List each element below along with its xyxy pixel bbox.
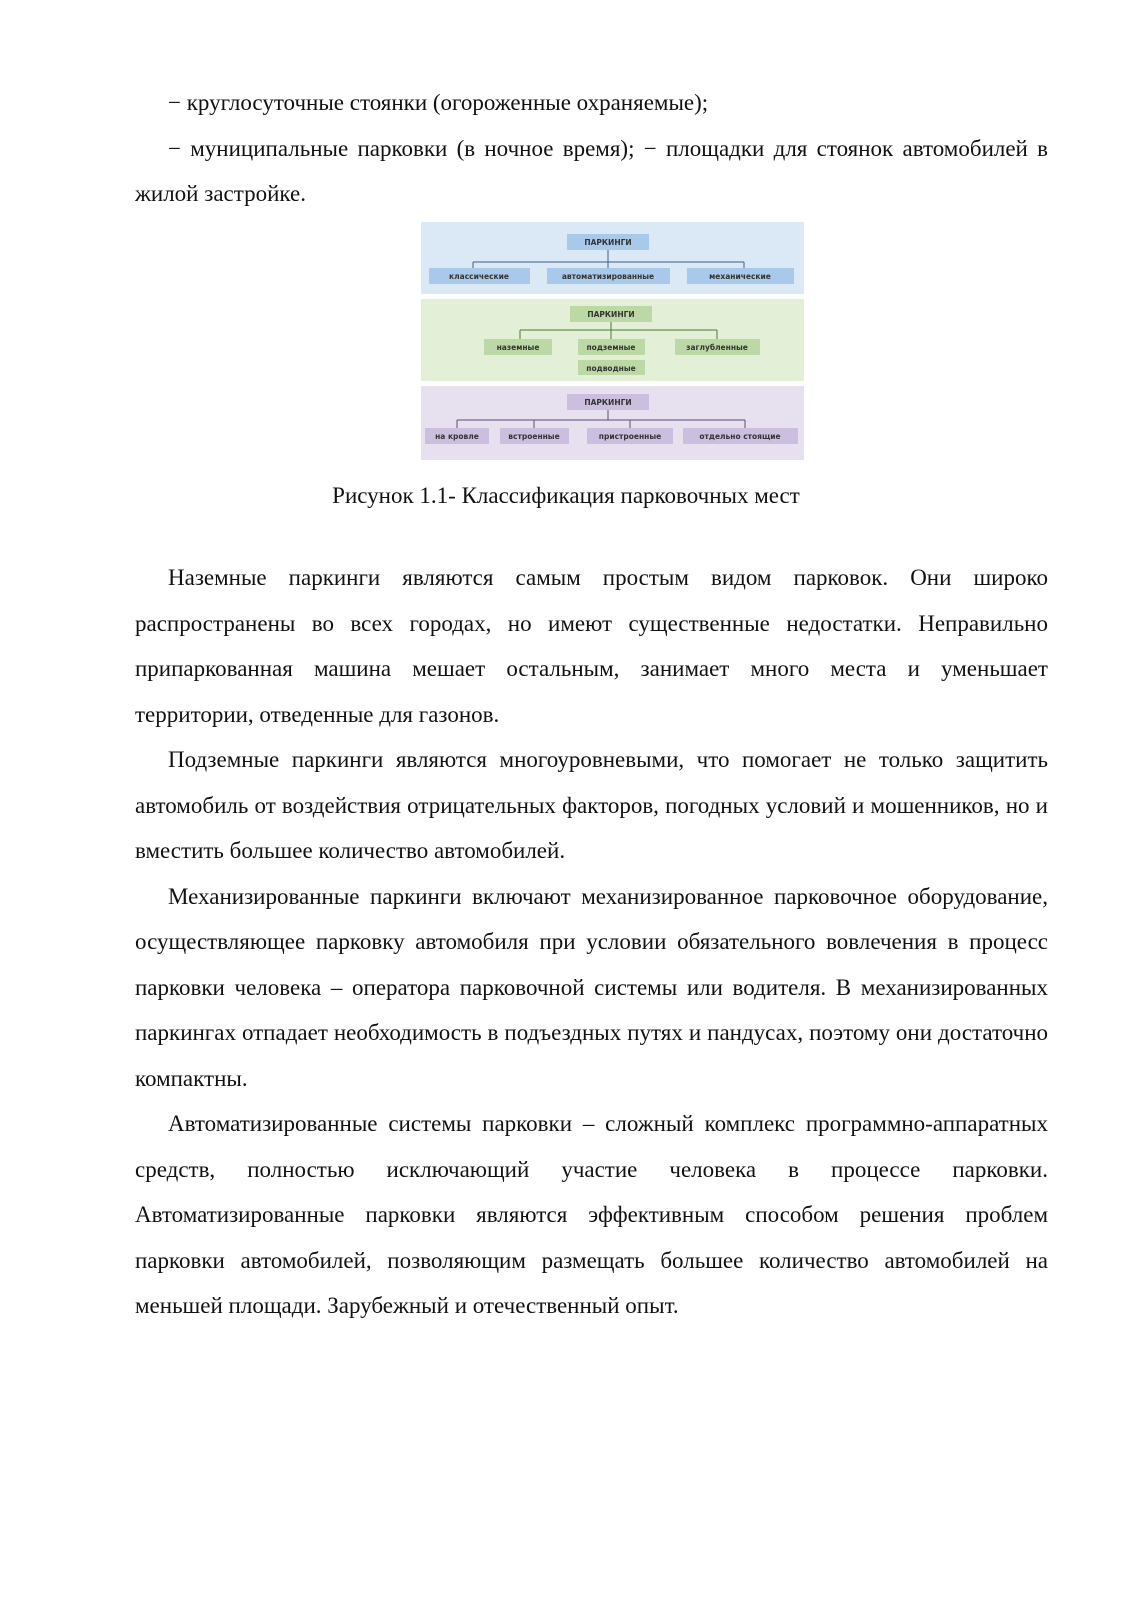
panel-3 [421, 386, 804, 460]
bullet-item: − круглосуточные стоянки (огороженные охраняемые); [168, 90, 709, 115]
panel-2-root: ПАРКИНГИ [587, 310, 635, 319]
panel-3-child: на кровле [435, 432, 479, 441]
panel-3-child: отдельно стоящие [699, 432, 781, 441]
panel-1-child: автоматизированные [561, 272, 655, 281]
classification-figure [421, 222, 804, 460]
panel-2-child: заглубленные [686, 343, 748, 352]
bullet-list [135, 80, 1048, 217]
bullet-item: − муниципальные парковки (в ночное время); − площадки для стоянок автомобилей в жилой застройке. [135, 135, 1048, 206]
paragraph: Автоматизированные системы парковки – сложный комплекс программно-аппаратных средств, полностью исключающий участие человека в процессе парковки. Автоматизированные парковки являются эффективным способом решения проблем парковки автомобилей, позволяющим размещать большее количество автомобилей на меньшей площади. Зарубежный и отечественный опыт. [135, 1111, 1048, 1318]
figure-caption: Рисунок 1.1- Классификация парковочных мест [332, 483, 800, 508]
panel-1-root: ПАРКИНГИ [584, 238, 632, 247]
panel-3-child: пристроенные [598, 432, 662, 441]
panel-1 [421, 222, 804, 294]
paragraph: Подземные паркинги являются многоуровневыми, что помогает не только защитить автомобиль от воздействия отрицательных факторов, погодных условий и мошенников, но и вместить большее количество автомобилей. [135, 747, 1048, 863]
panel-2 [421, 299, 804, 381]
panel-3-child: встроенные [508, 432, 560, 441]
panel-2-child: наземные [496, 343, 540, 352]
body-text [135, 555, 1048, 1329]
panel-2-child: подземные [586, 343, 636, 352]
panel-1-child: классические [449, 272, 509, 281]
panel-1-child: механические [709, 272, 771, 281]
panel-3-root: ПАРКИНГИ [584, 398, 632, 407]
paragraph: Механизированные паркинги включают механизированное парковочное оборудование, осуществляющее парковку автомобиля при условии обязательного вовлечения в процесс парковки человека – оператора парковочной системы или водителя. В механизированных паркингах отпадает необходимость в подъездных путях и пандусах, поэтому они достаточно компактны. [135, 883, 1048, 1091]
paragraph: Наземные паркинги являются самым простым видом парковок. Они широко распространены во всех городах, но имеют существенные недостатки. Неправильно припаркованная машина мешает остальным, занимает много места и уменьшает территории, отведенные для газонов. [135, 565, 1048, 727]
panel-2-extra: подводные [586, 364, 636, 373]
